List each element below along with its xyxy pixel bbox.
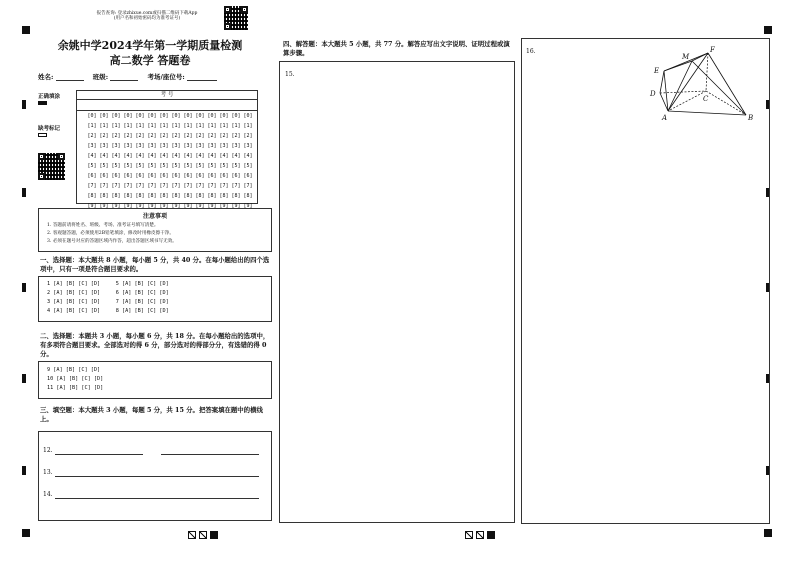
edge-AB (668, 111, 746, 115)
absent-checkbox[interactable] (38, 133, 47, 137)
q13-label: 13. (43, 469, 53, 476)
corner-mark-top-right (764, 26, 772, 34)
exam-id-bubble[interactable]: [1] (219, 123, 229, 129)
student-info-row (38, 72, 217, 81)
edge-CA (668, 91, 706, 111)
exam-id-bubble[interactable]: [2] (207, 133, 217, 139)
exam-id-bubble[interactable]: [7] (219, 183, 229, 189)
exam-id-bubble[interactable]: [7] (231, 183, 241, 189)
exam-id-bubble[interactable]: [2] (159, 133, 169, 139)
exam-id-bubble[interactable]: [4] (231, 153, 241, 159)
exam-id-bubble[interactable]: [4] (123, 153, 133, 159)
exam-id-bubble[interactable]: [3] (99, 143, 109, 149)
exam-id-bubble[interactable]: [1] (147, 123, 157, 129)
section4-title: 四、解答题：本大题共 5 小题，共 77 分。解答应写出文字说明、证明过程或演算步骤。 (283, 40, 510, 57)
timing-mark (22, 100, 26, 109)
q15-label: 15. (285, 71, 295, 78)
exam-id-bubble[interactable]: [9] (171, 203, 181, 209)
exam-id-bubble[interactable]: [9] (231, 203, 241, 209)
notice-item: 3. 必须在题号对应的答题区域内作答，超出答题区域书写无效。 (47, 239, 177, 244)
exam-id-bubble[interactable]: [9] (207, 203, 217, 209)
edge-FC (706, 53, 708, 91)
room-label: 考场/座位号: (147, 73, 185, 81)
exam-id-bubble[interactable]: [5] (99, 163, 109, 169)
exam-id-bubble[interactable]: [7] (147, 183, 157, 189)
exam-id-write-row[interactable] (77, 100, 257, 111)
exam-id-grid (76, 90, 258, 209)
corner-mark-bottom-right (764, 529, 772, 537)
exam-id-bubble[interactable]: [8] (87, 193, 97, 199)
exam-id-column (243, 111, 253, 211)
exam-id-bubble[interactable]: [9] (135, 203, 145, 209)
exam-id-bubble[interactable]: [5] (87, 163, 97, 169)
timing-mark (22, 374, 26, 383)
exam-id-bubble[interactable]: [3] (135, 143, 145, 149)
exam-id-bubble[interactable]: [6] (171, 173, 181, 179)
exam-id-bubble[interactable]: [0] (159, 113, 169, 119)
exam-id-bubble[interactable]: [7] (123, 183, 133, 189)
exam-id-bubble[interactable]: [0] (231, 113, 241, 119)
section2-answer-box (38, 361, 272, 399)
exam-id-bubble[interactable]: [2] (183, 133, 193, 139)
exam-id-bubble[interactable]: [4] (99, 153, 109, 159)
exam-id-bubble[interactable]: [2] (87, 133, 97, 139)
exam-id-bubble[interactable]: [8] (231, 193, 241, 199)
exam-id-bubble[interactable]: [3] (231, 143, 241, 149)
exam-id-bubble[interactable]: [1] (207, 123, 217, 129)
exam-id-bubble[interactable]: [3] (123, 143, 133, 149)
notice-item: 1. 答题前请将姓名、班级、考场、准考证号填写清楚。 (47, 223, 159, 228)
section3-answer-box (38, 431, 272, 521)
exam-title: 余姚中学2024学年第一学期质量检测 (57, 39, 243, 52)
exam-id-bubble[interactable]: [1] (111, 123, 121, 129)
exam-id-bubble[interactable]: [9] (183, 203, 193, 209)
exam-id-bubble[interactable]: [5] (111, 163, 121, 169)
exam-id-bubble[interactable]: [7] (195, 183, 205, 189)
choice-row[interactable]: 2 [A] [B] [C] [D] 6 [A] [B] [C] [D] (47, 290, 169, 296)
exam-id-bubble[interactable]: [3] (111, 143, 121, 149)
timing-mark (22, 466, 26, 475)
exam-id-column (111, 111, 121, 211)
exam-id-bubble[interactable]: [0] (111, 113, 121, 119)
exam-id-column (207, 111, 217, 211)
exam-id-bubble[interactable]: [0] (207, 113, 217, 119)
exam-id-bubble[interactable]: [4] (87, 153, 97, 159)
exam-id-bubble[interactable]: [2] (147, 133, 157, 139)
exam-id-bubble[interactable]: [0] (123, 113, 133, 119)
exam-id-bubble[interactable]: [1] (171, 123, 181, 129)
class-field[interactable] (110, 73, 138, 81)
point-label-A: A (662, 114, 668, 122)
edge-FB (708, 53, 746, 115)
exam-id-bubble[interactable]: [5] (171, 163, 181, 169)
exam-id-bubble[interactable]: [2] (195, 133, 205, 139)
exam-id-bubble[interactable]: [3] (87, 143, 97, 149)
exam-id-bubble[interactable]: [9] (159, 203, 169, 209)
exam-id-bubble[interactable]: [8] (99, 193, 109, 199)
choice-row[interactable]: 4 [A] [B] [C] [D] 8 [A] [B] [C] [D] (47, 308, 169, 314)
exam-id-bubble[interactable]: [7] (183, 183, 193, 189)
exam-id-bubble[interactable]: [6] (219, 173, 229, 179)
exam-id-bubble[interactable]: [3] (243, 143, 253, 149)
exam-id-bubble[interactable]: [3] (195, 143, 205, 149)
exam-id-bubble[interactable]: [6] (243, 173, 253, 179)
choice-row[interactable]: 9 [A] [B] [C] [D] (47, 367, 101, 373)
exam-id-bubble[interactable]: [8] (147, 193, 157, 199)
exam-id-columns (87, 111, 257, 209)
exam-id-bubble[interactable]: [8] (243, 193, 253, 199)
exam-id-bubble[interactable]: [8] (159, 193, 169, 199)
exam-id-bubble[interactable]: [8] (219, 193, 229, 199)
exam-id-bubble[interactable]: [6] (147, 173, 157, 179)
correct-fill-sample (38, 101, 47, 105)
edge-EA (664, 71, 668, 111)
exam-id-bubble[interactable]: [1] (195, 123, 205, 129)
exam-id-bubble[interactable]: [3] (207, 143, 217, 149)
notice-title: 注意事项 (142, 213, 167, 220)
timing-mark (22, 283, 26, 292)
exam-id-bubble[interactable]: [2] (219, 133, 229, 139)
exam-id-bubble[interactable]: [5] (219, 163, 229, 169)
exam-id-bubble[interactable]: [4] (135, 153, 145, 159)
q12-label: 12. (43, 447, 53, 454)
q16-answer-box[interactable] (521, 38, 770, 524)
exam-id-bubble[interactable]: [0] (183, 113, 193, 119)
q14-label: 14. (43, 491, 53, 498)
point-label-F: F (710, 46, 715, 54)
exam-id-bubble[interactable]: [4] (111, 153, 121, 159)
exam-id-bubble[interactable]: [7] (135, 183, 145, 189)
correct-fill-label: 正确填涂 (38, 94, 61, 100)
qr-code (224, 6, 248, 30)
exam-id-bubble[interactable]: [3] (171, 143, 181, 149)
exam-id-bubble[interactable]: [1] (231, 123, 241, 129)
exam-id-bubble[interactable]: [9] (243, 203, 253, 209)
exam-id-bubble[interactable]: [4] (171, 153, 181, 159)
exam-id-bubble[interactable]: [6] (231, 173, 241, 179)
choice-row[interactable]: 11 [A] [B] [C] [D] (47, 385, 104, 391)
exam-id-column (219, 111, 229, 211)
exam-id-bubble[interactable]: [2] (123, 133, 133, 139)
exam-id-bubble[interactable]: [6] (87, 173, 97, 179)
exam-id-bubble[interactable]: [8] (195, 193, 205, 199)
exam-id-bubble[interactable]: [5] (159, 163, 169, 169)
choice-row[interactable]: 1 [A] [B] [C] [D] 5 [A] [B] [C] [D] (47, 281, 169, 287)
exam-id-bubble[interactable]: [5] (243, 163, 253, 169)
exam-id-bubble[interactable]: [7] (207, 183, 217, 189)
exam-id-bubble[interactable]: [8] (123, 193, 133, 199)
edge-FA (668, 53, 708, 111)
q16-geometry-figure (648, 43, 770, 123)
point-label-E: E (654, 67, 660, 75)
exam-id-column (195, 111, 205, 211)
exam-id-bubble[interactable]: [1] (159, 123, 169, 129)
exam-id-bubble[interactable]: [5] (123, 163, 133, 169)
exam-id-bubble[interactable]: [9] (99, 203, 109, 209)
exam-id-bubble[interactable]: [3] (183, 143, 193, 149)
exam-id-bubble[interactable]: [4] (183, 153, 193, 159)
exam-id-bubble[interactable]: [3] (219, 143, 229, 149)
exam-id-bubble[interactable]: [9] (219, 203, 229, 209)
exam-id-bubble[interactable]: [1] (243, 123, 253, 129)
exam-id-bubble[interactable]: [1] (123, 123, 133, 129)
exam-id-bubble[interactable]: [6] (99, 173, 109, 179)
exam-id-header: 考 号 (77, 91, 257, 100)
exam-id-column (183, 111, 193, 211)
q15-answer-box[interactable] (279, 61, 515, 523)
page-id-marks (465, 531, 495, 539)
exam-id-bubble[interactable]: [3] (147, 143, 157, 149)
exam-id-bubble[interactable]: [4] (147, 153, 157, 159)
exam-id-bubble[interactable]: [2] (243, 133, 253, 139)
exam-id-bubble[interactable]: [1] (87, 123, 97, 129)
corner-mark-top-left (22, 26, 30, 34)
exam-id-bubble[interactable]: [0] (147, 113, 157, 119)
exam-id-bubble[interactable]: [1] (183, 123, 193, 129)
exam-id-bubble[interactable]: [8] (135, 193, 145, 199)
exam-id-column (159, 111, 169, 211)
exam-id-bubble[interactable]: [6] (207, 173, 217, 179)
exam-id-column (231, 111, 241, 211)
edge-DC (660, 91, 706, 93)
exam-id-bubble[interactable]: [9] (195, 203, 205, 209)
exam-id-bubble[interactable]: [7] (111, 183, 121, 189)
exam-id-bubble[interactable]: [8] (111, 193, 121, 199)
exam-id-bubble[interactable]: [9] (123, 203, 133, 209)
exam-id-bubble[interactable]: [7] (243, 183, 253, 189)
exam-id-column (171, 111, 181, 211)
exam-id-bubble[interactable]: [6] (195, 173, 205, 179)
section3-title: 三、填空题：本大题共 3 小题，每题 5 分，共 15 分。把答案填在题中的横线上。 (40, 406, 263, 423)
class-label: 班级: (92, 73, 109, 81)
exam-id-bubble[interactable]: [4] (219, 153, 229, 159)
exam-id-bubble[interactable]: [4] (207, 153, 217, 159)
absent-mark-label: 缺考标记 (38, 126, 61, 132)
exam-id-column (135, 111, 145, 211)
exam-id-bubble[interactable]: [5] (231, 163, 241, 169)
exam-id-bubble[interactable]: [9] (111, 203, 121, 209)
exam-id-bubble[interactable]: [2] (99, 133, 109, 139)
exam-id-bubble[interactable]: [0] (87, 113, 97, 119)
edge-MB (692, 61, 746, 115)
exam-id-bubble[interactable]: [0] (243, 113, 253, 119)
exam-id-bubble[interactable]: [6] (183, 173, 193, 179)
section2-title: 二、选择题：本题共 3 小题，每小题 6 分，共 18 分。在每小题给出的选项中，有多项符合题目要求。全部选对的得 6 分，部分选对的得部分分，有选错的得 0 分。 (40, 332, 270, 358)
exam-id-bubble[interactable]: [8] (207, 193, 217, 199)
exam-id-bubble[interactable]: [4] (195, 153, 205, 159)
page-id-marks (188, 531, 218, 539)
exam-id-bubble[interactable]: [1] (135, 123, 145, 129)
name-field[interactable] (56, 73, 84, 81)
q12-blank-1[interactable] (55, 454, 143, 455)
exam-id-bubble[interactable]: [9] (87, 203, 97, 209)
exam-id-bubble[interactable]: [8] (183, 193, 193, 199)
exam-id-bubble[interactable]: [1] (99, 123, 109, 129)
exam-id-bubble[interactable]: [2] (171, 133, 181, 139)
exam-id-bubble[interactable]: [2] (135, 133, 145, 139)
exam-id-bubble[interactable]: [0] (219, 113, 229, 119)
exam-id-bubble[interactable]: [5] (207, 163, 217, 169)
exam-subject: 高二数学 答题卷 (109, 54, 191, 67)
exam-id-bubble[interactable]: [5] (183, 163, 193, 169)
notice-box (38, 208, 272, 252)
exam-id-column (123, 111, 133, 211)
exam-id-bubble[interactable]: [5] (135, 163, 145, 169)
exam-id-bubble[interactable]: [6] (123, 173, 133, 179)
q12-blank-2[interactable] (161, 454, 259, 455)
edge-ED (660, 71, 664, 93)
exam-id-bubble[interactable]: [0] (99, 113, 109, 119)
exam-id-bubble[interactable]: [6] (135, 173, 145, 179)
exam-id-bubble[interactable]: [6] (111, 173, 121, 179)
exam-id-bubble[interactable]: [0] (195, 113, 205, 119)
exam-id-bubble[interactable]: [2] (231, 133, 241, 139)
exam-id-column (87, 111, 97, 211)
exam-id-bubble[interactable]: [3] (159, 143, 169, 149)
exam-id-bubble[interactable]: [7] (159, 183, 169, 189)
exam-id-column (99, 111, 109, 211)
point-label-B: B (748, 114, 754, 122)
student-qr-code (38, 153, 65, 180)
exam-id-bubble[interactable]: [7] (99, 183, 109, 189)
notice-item: 2. 客观题答题，必须使用2B铅笔填涂，修改时用橡皮擦干净。 (47, 231, 174, 236)
exam-id-bubble[interactable]: [8] (171, 193, 181, 199)
exam-id-bubble[interactable]: [7] (171, 183, 181, 189)
name-label: 姓名: (38, 73, 54, 81)
exam-id-bubble[interactable]: [4] (159, 153, 169, 159)
point-label-M: M (682, 53, 690, 61)
exam-id-column (147, 111, 157, 211)
exam-id-bubble[interactable]: [2] (111, 133, 121, 139)
section1-answer-box (38, 276, 272, 322)
point-label-D: D (650, 90, 656, 98)
choice-row[interactable]: 3 [A] [B] [C] [D] 7 [A] [B] [C] [D] (47, 299, 169, 305)
exam-id-bubble[interactable]: [0] (135, 113, 145, 119)
exam-id-bubble[interactable]: [9] (147, 203, 157, 209)
exam-id-bubble[interactable]: [7] (87, 183, 97, 189)
section1-title: 一、选择题：本大题共 8 小题，每小题 5 分，共 40 分。在每小题给出的四个选项中，只有一项是符合题目要求的。 (40, 256, 270, 273)
report-query-text: 报告查询: 登录zhixue.com或扫描二维码下载App (用户名和初始密码均为准考证号) (96, 11, 198, 21)
q14-blank[interactable] (55, 498, 259, 499)
exam-id-bubble[interactable]: [5] (147, 163, 157, 169)
q16-label: 16. (526, 48, 536, 55)
exam-id-bubble[interactable]: [4] (243, 153, 253, 159)
room-field[interactable] (187, 73, 217, 81)
exam-id-bubble[interactable]: [6] (159, 173, 169, 179)
point-label-C: C (703, 95, 709, 103)
corner-mark-bottom-left (22, 529, 30, 537)
q13-blank[interactable] (55, 476, 259, 477)
exam-id-bubble[interactable]: [5] (195, 163, 205, 169)
exam-id-bubble[interactable]: [0] (171, 113, 181, 119)
choice-row[interactable]: 10 [A] [B] [C] [D] (47, 376, 104, 382)
timing-mark (22, 188, 26, 197)
